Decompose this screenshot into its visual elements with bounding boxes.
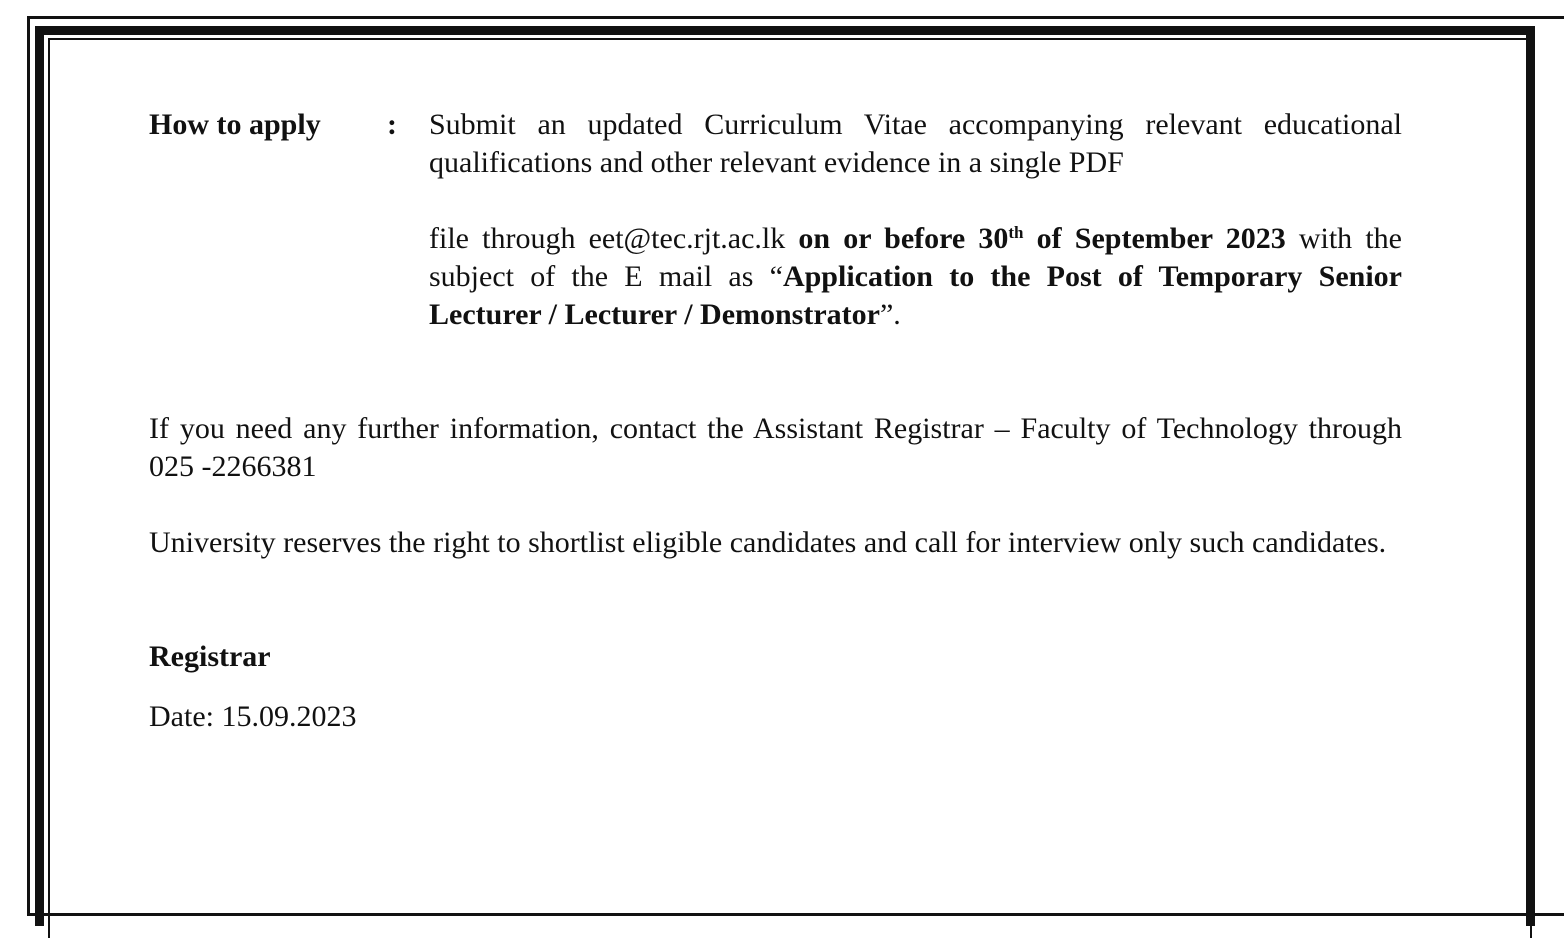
- deadline-text-start: on or before 30: [798, 222, 1009, 255]
- deadline-ordinal: th: [1008, 223, 1024, 242]
- notice-content: [149, 106, 1402, 736]
- notice-date: Date: 15.09.2023: [149, 700, 357, 733]
- email-subject-text: Application to the Post of Temporary Senior Lecturer / Lecturer / Demonstrator: [429, 260, 1402, 331]
- how-to-apply-section: [149, 106, 1402, 334]
- signatory-title: Registrar: [149, 640, 271, 673]
- email-address-text: file through eet@tec.rjt.ac.lk: [429, 222, 799, 255]
- how-to-apply-body: [429, 106, 1402, 334]
- contact-paragraph: If you need any further information, contact the Assistant Registrar – Faculty of Technology through 025 -2266381: [149, 412, 1402, 483]
- subject-close-text: ”.: [879, 298, 901, 331]
- submission-details: [429, 220, 1402, 334]
- deadline-text: [798, 222, 1285, 255]
- how-to-apply-colon: :: [387, 108, 397, 141]
- how-to-apply-label: How to apply: [149, 108, 321, 141]
- submission-instructions: Submit an updated Curriculum Vitae accompanying relevant educational qualifications and other relevant evidence in a single PDF: [429, 108, 1402, 179]
- subject-intro-text: with the subject of the E mail as “: [429, 222, 1402, 293]
- deadline-text-end: of September 2023: [1023, 222, 1286, 255]
- reserve-paragraph: University reserves the right to shortlist eligible candidates and call for interview only such candidates.: [149, 526, 1387, 559]
